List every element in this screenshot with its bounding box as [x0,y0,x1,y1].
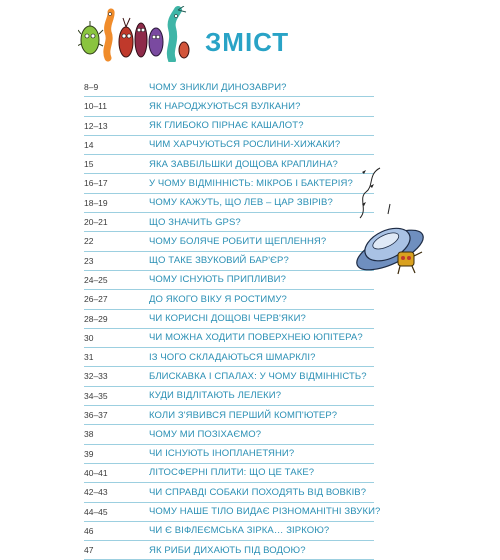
toc-entry [84,136,374,155]
toc-page-number: 16–17 [84,178,108,189]
table-of-contents [84,78,381,560]
toc-page-number: 38 [84,429,94,440]
toc-page-number: 40–41 [84,467,108,478]
ufo-illustration [340,160,430,285]
toc-entry [84,329,374,348]
toc-page-number: 22 [84,236,94,247]
toc-entry [84,522,374,541]
toc-question-label: ЩО ЗНАЧИТЬ GPS? [149,216,241,228]
toc-page-number: 46 [84,525,94,536]
toc-question-label: ЩО ТАКЕ ЗВУКОВИЙ БАР'ЄР? [149,255,289,267]
toc-question-label: ЧОМУ ІСНУЮТЬ ПРИПЛИВИ? [149,274,286,286]
toc-entry [84,310,374,329]
toc-question-label: ЯК НАРОДЖУЮТЬСЯ ВУЛКАНИ? [149,100,301,112]
toc-entry [84,252,374,271]
toc-question-label: КОЛИ З'ЯВИВСЯ ПЕРШИЙ КОМП'ЮТЕР? [149,409,338,421]
toc-question-label: КУДИ ВІДЛІТАЮТЬ ЛЕЛЕКИ? [149,390,282,402]
toc-entry [84,117,374,136]
toc-page-number: 10–11 [84,101,108,112]
toc-page-number: 15 [84,159,94,170]
toc-page-number: 26–27 [84,294,108,305]
toc-entry [84,503,381,522]
toc-question-label: ЧИ МОЖНА ХОДИТИ ПОВЕРХНЕЮ ЮПІТЕРА? [149,332,363,344]
toc-question-label: ЧОМУ ЗНИКЛИ ДИНОЗАВРИ? [149,81,287,93]
toc-entry [84,425,374,444]
toc-entry [84,78,374,97]
toc-page-number: 34–35 [84,390,108,401]
toc-question-label: ЧИ КОРИСНІ ДОЩОВІ ЧЕРВ'ЯКИ? [149,313,306,325]
toc-question-label: ЧОМУ МИ ПОЗІХАЄМО? [149,428,262,440]
toc-question-label: БЛИСКАВКА І СПАЛАХ: У ЧОМУ ВІДМІННІСТЬ? [149,370,367,382]
toc-entry [84,406,374,425]
toc-page-number: 32–33 [84,371,108,382]
toc-page-number: 24–25 [84,274,108,285]
toc-question-label: ІЗ ЧОГО СКЛАДАЮТЬСЯ ШМАРКЛІ? [149,351,316,363]
toc-page-number: 47 [84,545,94,556]
microbes-illustration [78,6,190,62]
toc-question-label: ЧОМУ НАШЕ ТІЛО ВИДАЄ РІЗНОМАНІТНІ ЗВУКИ? [149,506,381,518]
toc-page-number: 36–37 [84,410,108,421]
toc-entry [84,464,374,483]
toc-page-number: 18–19 [84,197,108,208]
toc-question-label: ЯК РИБИ ДИХАЮТЬ ПІД ВОДОЮ? [149,544,306,556]
toc-entry [84,271,374,290]
toc-page-number: 30 [84,332,94,343]
toc-question-label: ЧОМУ БОЛЯЧЕ РОБИТИ ЩЕПЛЕННЯ? [149,235,327,247]
toc-question-label: ЯКА ЗАВБІЛЬШКИ ДОЩОВА КРАПЛИНА? [149,158,338,170]
toc-page-number: 31 [84,352,94,363]
page-title: ЗМІСТ [205,27,290,57]
toc-entry [84,541,374,560]
toc-question-label: ДО ЯКОГО ВІКУ Я РОСТИМУ? [149,293,287,305]
toc-question-label: ЛІТОСФЕРНІ ПЛИТИ: ЩО ЦЕ ТАКЕ? [149,467,315,479]
toc-question-label: ЧИ ІСНУЮТЬ ІНОПЛАНЕТЯНИ? [149,448,295,460]
toc-page-number: 8–9 [84,82,99,92]
toc-page-number: 39 [84,448,94,459]
toc-entry [84,387,374,406]
toc-entry [84,97,374,116]
toc-question-label: ЧИ Є ВІФЛЕЄМСЬКА ЗІРКА… ЗІРКОЮ? [149,525,330,537]
toc-entry [84,213,374,232]
toc-question-label: ЧИ СПРАВДІ СОБАКИ ПОХОДЯТЬ ВІД ВОВКІВ? [149,486,367,498]
toc-page-number: 28–29 [84,313,108,324]
toc-entry [84,174,374,193]
toc-question-label: ЧИМ ХАРЧУЮТЬСЯ РОСЛИНИ-ХИЖАКИ? [149,139,341,151]
toc-entry [84,290,374,309]
toc-page-number: 20–21 [84,217,108,228]
toc-page-number: 42–43 [84,487,108,498]
toc-page-number: 44–45 [84,506,108,517]
toc-entry [84,348,374,367]
toc-page-number: 14 [84,139,94,150]
toc-question-label: У ЧОМУ ВІДМІННІСТЬ: МІКРОБ І БАКТЕРІЯ? [149,177,353,189]
toc-entry [84,155,374,174]
toc-page-number: 12–13 [84,120,108,131]
toc-question-label: ЯК ГЛИБОКО ПІРНАЄ КАШАЛОТ? [149,120,304,132]
toc-entry [84,232,374,251]
toc-entry [84,445,374,464]
toc-question-label: ЧОМУ КАЖУТЬ, ЩО ЛЕВ – ЦАР ЗВІРІВ? [149,197,333,209]
toc-entry [84,367,374,386]
toc-page-number: 23 [84,255,94,266]
toc-entry [84,194,374,213]
